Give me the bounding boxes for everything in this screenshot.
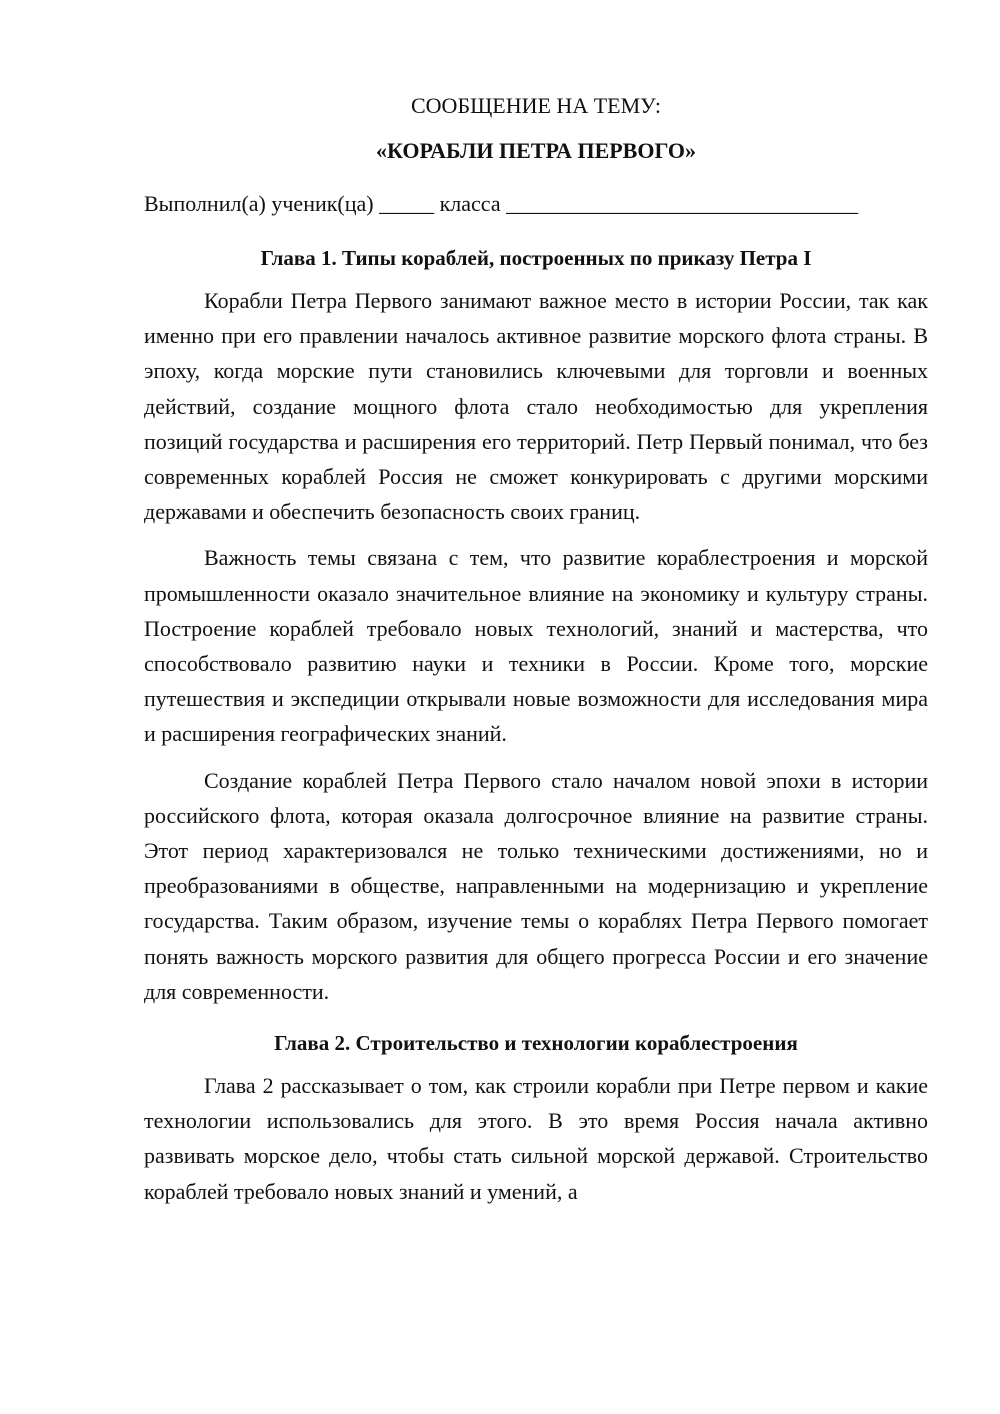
chapter-1-paragraph-1: Корабли Петра Первого занимают важное место в истории России, так как именно при его правлении началось активное развитие морского флота страны. В эпоху, когда морские пути становились ключевыми для торговли и военных действий, создание мощного флота стало необходимостью для укрепления позиций государства и расширения его территорий. Петр Первый понимал, что без современных кораблей Россия не сможет конкурировать с другими морскими державами и обеспечить безопасность своих границ. <box>144 288 928 525</box>
chapter-2-paragraph-1: Глава 2 рассказывает о том, как строили корабли при Петре первом и какие технологии использовались для этого. В это время Россия начала активно развивать морское дело, чтобы стать сильной морской державой. Строительство кораблей требовало новых знаний и умений, а <box>144 1073 928 1204</box>
document-page <box>144 92 928 1209</box>
title-main: «КОРАБЛИ ПЕТРА ПЕРВОГО» <box>375 138 697 163</box>
title-topic-line: СООБЩЕНИЕ НА ТЕМУ: <box>411 93 661 118</box>
chapter-1-heading: Глава 1. Типы кораблей, построенных по приказу Петра I <box>260 246 812 270</box>
author-byline: Выполнил(а) ученик(ца) _____ класса ________________________________ <box>144 191 859 216</box>
chapter-2-heading: Глава 2. Строительство и технологии кораблестроения <box>274 1031 798 1056</box>
chapter-1-paragraph-3: Создание кораблей Петра Первого стало началом новой эпохи в истории российского флота, которая оказала долгосрочное влияние на развитие страны. Этот период характеризовался не только техническими достижениями, но и преобразованиями в обществе, направленными на модернизацию и укрепление государства. Таким образом, изучение темы о кораблях Петра Первого помогает понять важность морского развития для общего прогресса России и его значение для современности. <box>144 767 928 1004</box>
chapter-1-paragraph-2: Важность темы связана с тем, что развитие кораблестроения и морской промышленности оказало значительное влияние на экономику и культуру страны. Построение кораблей требовало новых технологий, знаний и мастерства, что способствовало развитию науки и техники в России. Кроме того, морские путешествия и экспедиции открывали новые возможности для исследования мира и расширения географических знаний. <box>144 545 928 747</box>
